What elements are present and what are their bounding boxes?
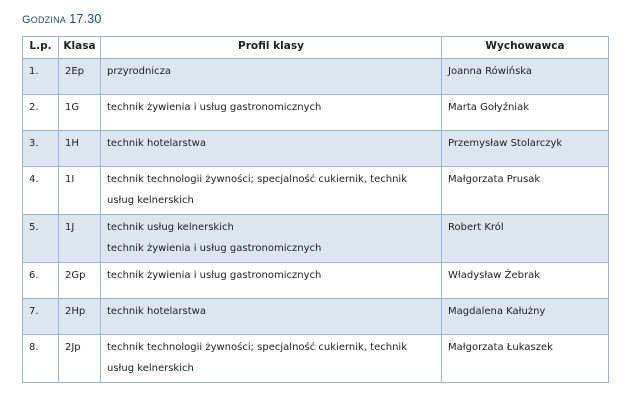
cell-profil: [101, 131, 442, 167]
cell-wychowawca-text: Władysław Żebrak: [448, 270, 541, 281]
profil-line: technik hotelarstwa: [107, 138, 206, 149]
heading-label-rest: ODZINA: [30, 15, 66, 25]
cell-lp-text: 2.: [29, 102, 39, 113]
cell-klasa: [59, 95, 101, 131]
cell-lp: [23, 95, 59, 131]
cell-klasa: [59, 215, 101, 263]
table-body: [23, 59, 609, 383]
section-heading: [22, 12, 102, 26]
cell-lp-text: 5.: [29, 222, 39, 233]
cell-wychowawca-text: Joanna Rówińska: [448, 66, 533, 77]
table-row: [23, 167, 609, 215]
cell-lp: [23, 215, 59, 263]
cell-klasa-text: 1H: [65, 138, 79, 149]
cell-klasa-text: 2Gp: [65, 270, 86, 281]
profil-line: technik żywienia i usług gastronomicznych: [107, 102, 322, 113]
cell-klasa: [59, 59, 101, 95]
cell-profil: [101, 95, 442, 131]
cell-klasa: [59, 263, 101, 299]
table-header-row: [23, 37, 609, 59]
cell-klasa: [59, 299, 101, 335]
header-klasa: Klasa: [59, 37, 101, 59]
profil-line: przyrodnicza: [107, 66, 171, 77]
cell-profil: [101, 299, 442, 335]
class-schedule-table: [22, 36, 609, 383]
cell-lp-text: 7.: [29, 306, 39, 317]
cell-klasa: [59, 167, 101, 215]
cell-wychowawca: [442, 335, 609, 383]
cell-klasa: [59, 131, 101, 167]
cell-lp-text: 3.: [29, 138, 39, 149]
cell-lp: [23, 335, 59, 383]
cell-wychowawca: [442, 131, 609, 167]
cell-lp-text: 8.: [29, 342, 39, 353]
profil-line: technik technologii żywności; specjalność cukiernik, technik: [107, 342, 407, 353]
cell-wychowawca-text: Przemysław Stolarczyk: [448, 138, 563, 149]
cell-lp-text: 1.: [29, 66, 39, 77]
cell-klasa-text: 1I: [65, 174, 75, 185]
cell-profil: [101, 59, 442, 95]
cell-klasa-text: 2Ep: [65, 66, 85, 77]
cell-wychowawca: [442, 95, 609, 131]
profil-line: usług kelnerskich: [107, 195, 194, 206]
cell-wychowawca: [442, 263, 609, 299]
cell-wychowawca-text: Małgorzata Łukaszek: [448, 342, 553, 353]
cell-lp: [23, 299, 59, 335]
cell-wychowawca: [442, 299, 609, 335]
cell-wychowawca: [442, 215, 609, 263]
cell-profil: [101, 167, 442, 215]
heading-label-first: G: [22, 14, 31, 26]
profil-line: technik żywienia i usług gastronomicznych: [107, 270, 322, 281]
table-row: [23, 335, 609, 383]
cell-wychowawca-text: Marta Gołyźniak: [448, 102, 530, 113]
cell-wychowawca-text: Robert Król: [448, 222, 504, 233]
cell-lp: [23, 131, 59, 167]
cell-klasa-text: 2Hp: [65, 306, 86, 317]
cell-profil: [101, 335, 442, 383]
cell-lp: [23, 59, 59, 95]
cell-klasa-text: 1G: [65, 102, 80, 113]
cell-lp: [23, 263, 59, 299]
header-lp: L.p.: [23, 37, 59, 59]
table-row: [23, 299, 609, 335]
cell-profil: [101, 215, 442, 263]
heading-time: 17.30: [69, 12, 102, 26]
cell-profil: [101, 263, 442, 299]
cell-wychowawca: [442, 167, 609, 215]
profil-line: technik technologii żywności; specjalność cukiernik, technik: [107, 174, 407, 185]
cell-klasa-text: 2Jp: [65, 342, 81, 353]
profil-line: technik żywienia i usług gastronomicznych: [107, 243, 322, 254]
cell-wychowawca-text: Małgorzata Prusak: [448, 174, 541, 185]
table-row: [23, 59, 609, 95]
cell-lp-text: 6.: [29, 270, 39, 281]
cell-lp: [23, 167, 59, 215]
table-row: [23, 131, 609, 167]
cell-klasa: [59, 335, 101, 383]
header-profil: Profil klasy: [101, 37, 442, 59]
table-row: [23, 95, 609, 131]
table-row: [23, 215, 609, 263]
cell-wychowawca: [442, 59, 609, 95]
profil-line: technik hotelarstwa: [107, 306, 206, 317]
cell-wychowawca-text: Magdalena Kałużny: [448, 306, 546, 317]
profil-line: usług kelnerskich: [107, 363, 194, 374]
cell-lp-text: 4.: [29, 174, 39, 185]
cell-klasa-text: 1J: [65, 222, 75, 233]
table-row: [23, 263, 609, 299]
profil-line: technik usług kelnerskich: [107, 222, 234, 233]
header-wychowawca: Wychowawca: [442, 37, 609, 59]
